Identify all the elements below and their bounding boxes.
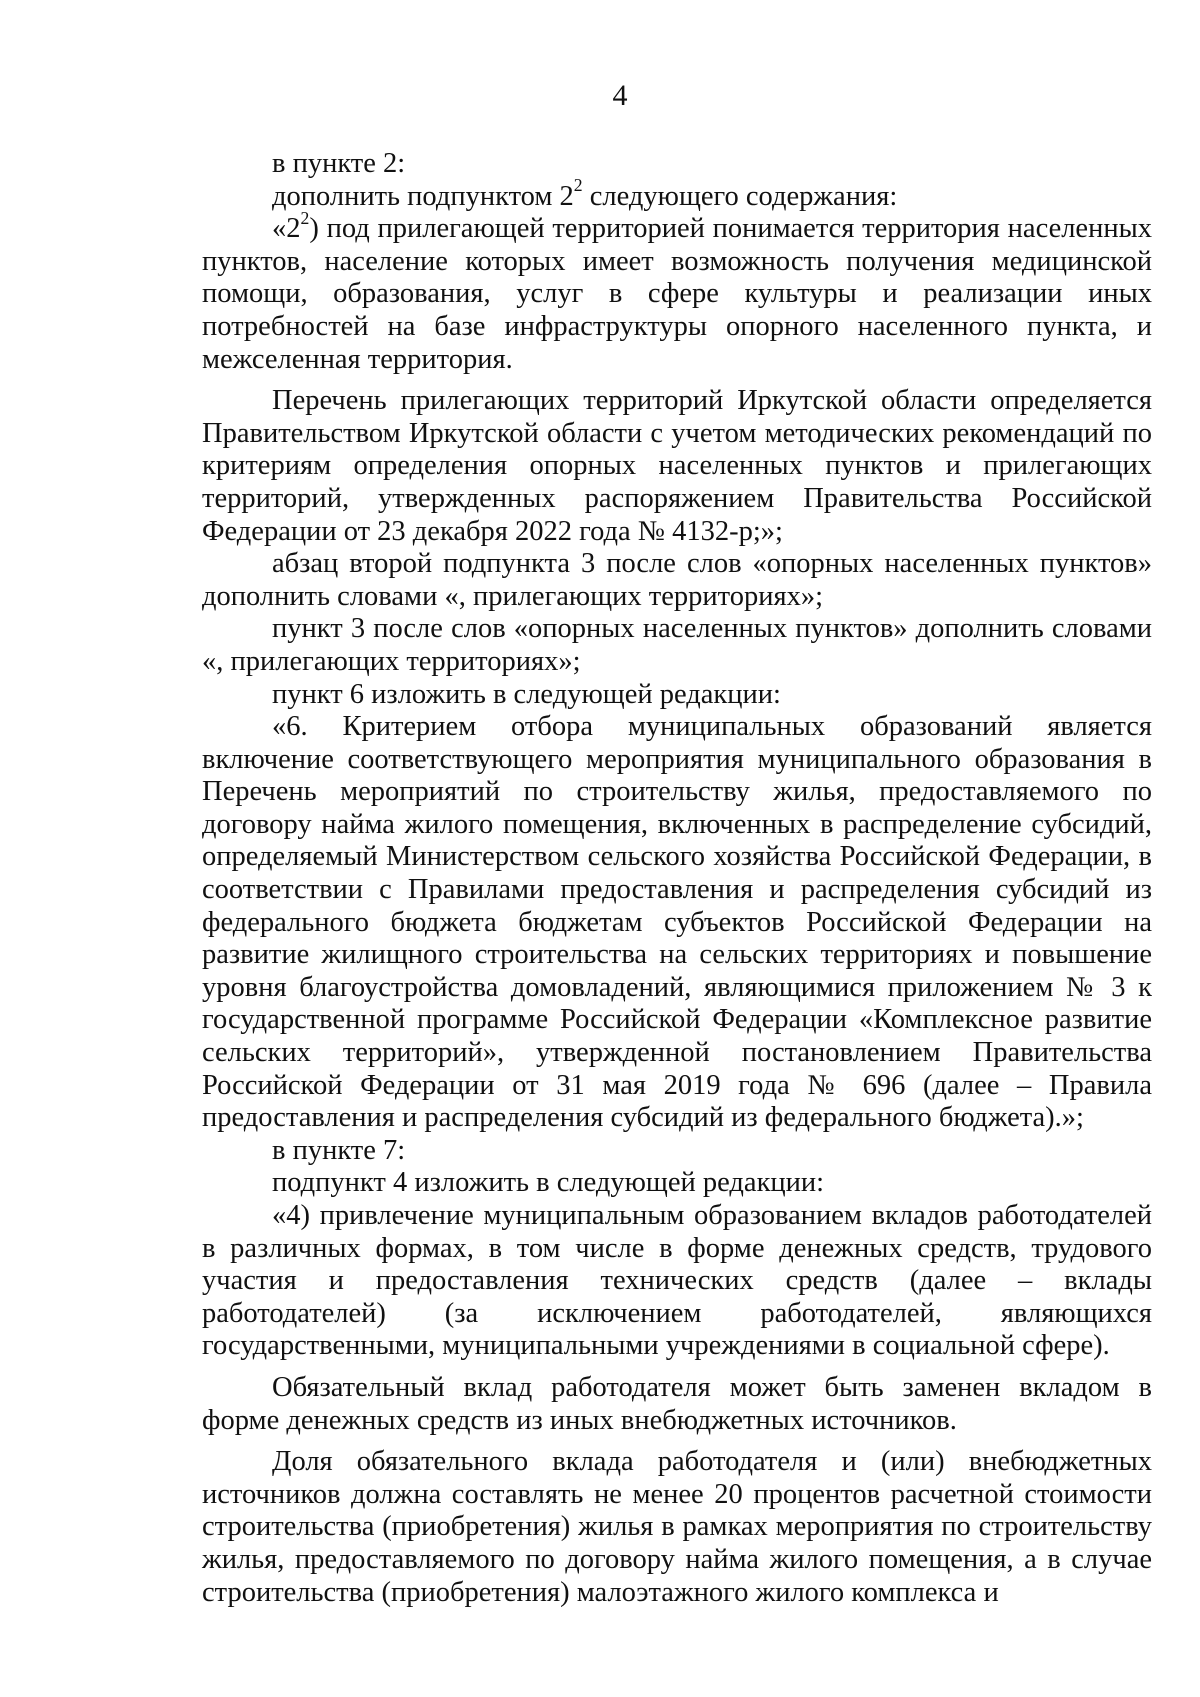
paragraph-12: Обязательный вклад работодателя может быть заменен вкладом в форме денежных средств из иных внебюджетных источников.: [202, 1371, 1152, 1436]
paragraph-9: в пункте 7:: [272, 1134, 406, 1166]
paragraph-3: [202, 208, 1152, 376]
superscript: 2: [573, 175, 583, 196]
paragraph-2-text-b: следующего содержания:: [582, 180, 898, 212]
paragraph-8: «6. Критерием отбора муниципальных образований является включение соответствующего мероприятия муниципального образования в Перечень мероприятий по строительству жилья, предоставляемого по договору найма жилого помещения, включенных в распределение субсидий, определяемый Министерством сельского хозяйства Российской Федерации, в соответствии с Правилами предоставления и распределения субсидий из федерального бюджета бюджетам субъектов Российской Федерации на развитие жилищного строительства на сельских территориях и повышение уровня благоустройства домовладений, являющимися приложением № 3 к государственной программе Российской Федерации «Комплексное развитие сельских территорий», утвержденной постановлением Правительства Российской Федерации от 31 мая 2019 года № 696 (далее – Правила предоставления и распределения субсидий из федерального бюджета).»;: [202, 711, 1152, 1134]
paragraph-2: [202, 175, 1152, 214]
superscript: 2: [300, 208, 310, 229]
paragraph-6: пункт 3 после слов «опорных населенных пунктов» дополнить словами «, прилегающих территориях»;: [202, 613, 1152, 677]
paragraph-2-text-a: дополнить подпунктом 2: [272, 180, 574, 212]
paragraph-4: Перечень прилегающих территорий Иркутской области определяется Правительством Иркутской области с учетом методических рекомендаций по критериям определения опорных населенных пунктов и прилегающих территорий, утвержденных распоряжением Правительства Российской Федерации от 23 декабря 2022 года № 4132-р;»;: [202, 385, 1152, 547]
paragraph-11: «4) привлечение муниципальным образованием вкладов работодателей в различных формах, в том числе в форме денежных средств, трудового участия и предоставления технических средств (далее – вклады работодателей) (за исключением работодателей, являющихся государственными, муниципальными учреждениями в социальной сфере).: [202, 1200, 1152, 1362]
paragraph-7: пункт 6 изложить в следующей редакции:: [272, 678, 781, 710]
paragraph-3-text-b: ) под прилегающей территорией понимается территория населенных пунктов, население которых имеет возможность получения медицинской помощи, образования, услуг в сфере культуры и реализации иных потребностей на базе инфраструктуры опорного населенного пункта, и межселенная территория.: [202, 213, 1152, 375]
paragraph-3-text-a: «2: [272, 213, 301, 245]
paragraph-10: подпункт 4 изложить в следующей редакции:: [272, 1167, 825, 1199]
paragraph-1: в пункте 2:: [272, 148, 406, 179]
document-body: [202, 148, 1152, 1609]
paragraph-5: абзац второй подпункта 3 после слов «опорных населенных пунктов» дополнить словами «, прилегающих территориях»;: [202, 548, 1152, 612]
paragraph-13: Доля обязательного вклада работодателя и (или) внебюджетных источников должна составлять не менее 20 процентов расчетной стоимости строительства (приобретения) жилья в рамках мероприятия по строительству жилья, предоставляемого по договору найма жилого помещения, а в случае строительства (приобретения) малоэтажного жилого комплекса и: [202, 1446, 1152, 1608]
page-number: 4: [612, 79, 628, 112]
